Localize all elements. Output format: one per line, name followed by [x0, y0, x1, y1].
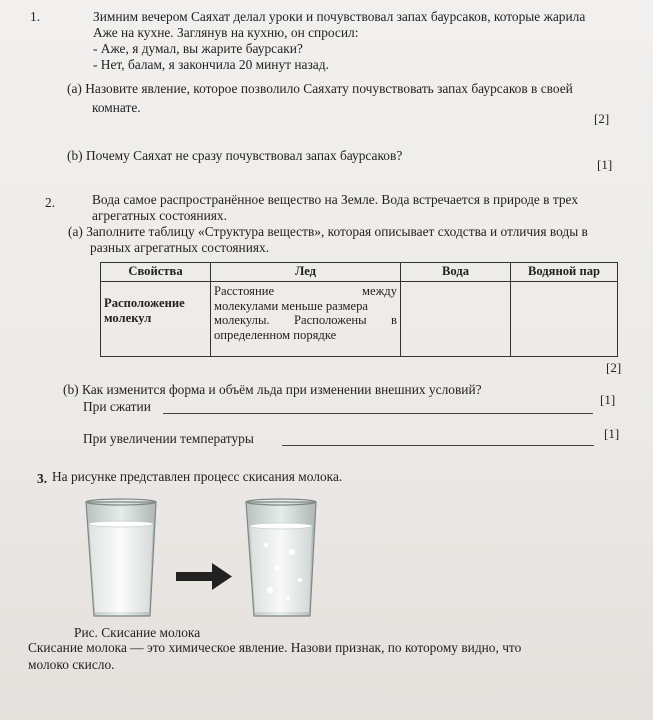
- header-water: Вода: [401, 263, 511, 282]
- q1-line-3: - Аже, я думал, вы жарите баурсаки?: [93, 41, 303, 56]
- q2b-item1-marks: [1]: [600, 392, 616, 407]
- q3-number: 3.: [37, 471, 48, 486]
- ice-word-2: между: [362, 284, 397, 298]
- ice-line-3: молекулы. Расположены в: [214, 313, 397, 327]
- q2b-item1-answer-line[interactable]: [163, 413, 593, 414]
- q2b-item2-marks: [1]: [604, 426, 620, 441]
- milk-souring-figure: [70, 490, 370, 625]
- sour-milk-glass: [246, 499, 316, 616]
- q2a-line-2: разных агрегатных состояниях.: [90, 240, 270, 255]
- ice-line-1: [214, 284, 397, 299]
- ice-line-4: определенном порядке: [214, 327, 337, 342]
- structure-table: [100, 262, 618, 357]
- q1-line-2: Аже на кухне. Заглянув на кухню, он спросил:: [93, 25, 359, 40]
- q2b-item2-answer-line[interactable]: [282, 445, 594, 446]
- q2-line-1: Вода самое распространённое вещество на Земле. Вода встречается в природе в трех: [92, 192, 579, 207]
- header-properties: Свойства: [101, 263, 211, 282]
- q1-line-4: - Нет, балам, я закончила 20 минут назад.: [93, 57, 329, 72]
- q1b-text: (b) Почему Саяхат не сразу почувствовал запах баурсаков?: [67, 148, 403, 163]
- q3-question-line-1: Скисание молока — это химическое явление. Назови признак, по которому видно, что: [28, 640, 522, 655]
- q2-line-2: агрегатных состояниях.: [92, 208, 227, 223]
- vapor-cell[interactable]: [511, 282, 618, 357]
- row-label-cell: [101, 282, 211, 357]
- q1b-marks: [1]: [597, 157, 613, 172]
- q1-line-1: Зимним вечером Саяхат делал уроки и почувствовал запах баурсаков, которые жарила: [93, 9, 586, 24]
- q2b-item1-label: При сжатии: [83, 399, 151, 414]
- q2b-text: (b) Как изменится форма и объём льда при изменении внешних условий?: [63, 382, 482, 397]
- q2-number: 2.: [45, 195, 56, 210]
- q1a-line-1: (a) Назовите явление, которое позволило Саяхату почувствовать запах баурсаков в своей: [67, 81, 573, 96]
- q3-question-line-2: молоко скисло.: [28, 657, 115, 672]
- water-cell[interactable]: [401, 282, 511, 357]
- table-row: [101, 282, 618, 357]
- header-vapor: Водяной пар: [511, 263, 618, 282]
- q1a-line-2: комнате.: [92, 100, 141, 115]
- right-arrow-icon: [176, 563, 232, 590]
- row-label-line-2: молекул: [104, 310, 152, 325]
- ice-cell: [211, 282, 401, 357]
- header-ice: Лед: [211, 263, 401, 282]
- table-header-row: [101, 263, 618, 282]
- ice-line-2: молекулами меньше размера: [214, 298, 368, 313]
- q3-intro: На рисунке представлен процесс скисания молока.: [52, 469, 343, 484]
- figure-caption: Рис. Скисание молока: [74, 625, 201, 640]
- q2b-item2-label: При увеличении температуры: [83, 431, 254, 446]
- ice-word-1: Расстояние: [214, 284, 275, 298]
- fresh-milk-glass: [86, 499, 156, 616]
- q1-number: 1.: [30, 9, 41, 24]
- q1a-marks: [2]: [594, 111, 610, 126]
- q2a-marks: [2]: [606, 360, 622, 375]
- row-label-line-1: Расположение: [104, 296, 185, 310]
- q2a-line-1: (a) Заполните таблицу «Структура веществ», которая описывает сходства и отличия воды в: [68, 224, 588, 239]
